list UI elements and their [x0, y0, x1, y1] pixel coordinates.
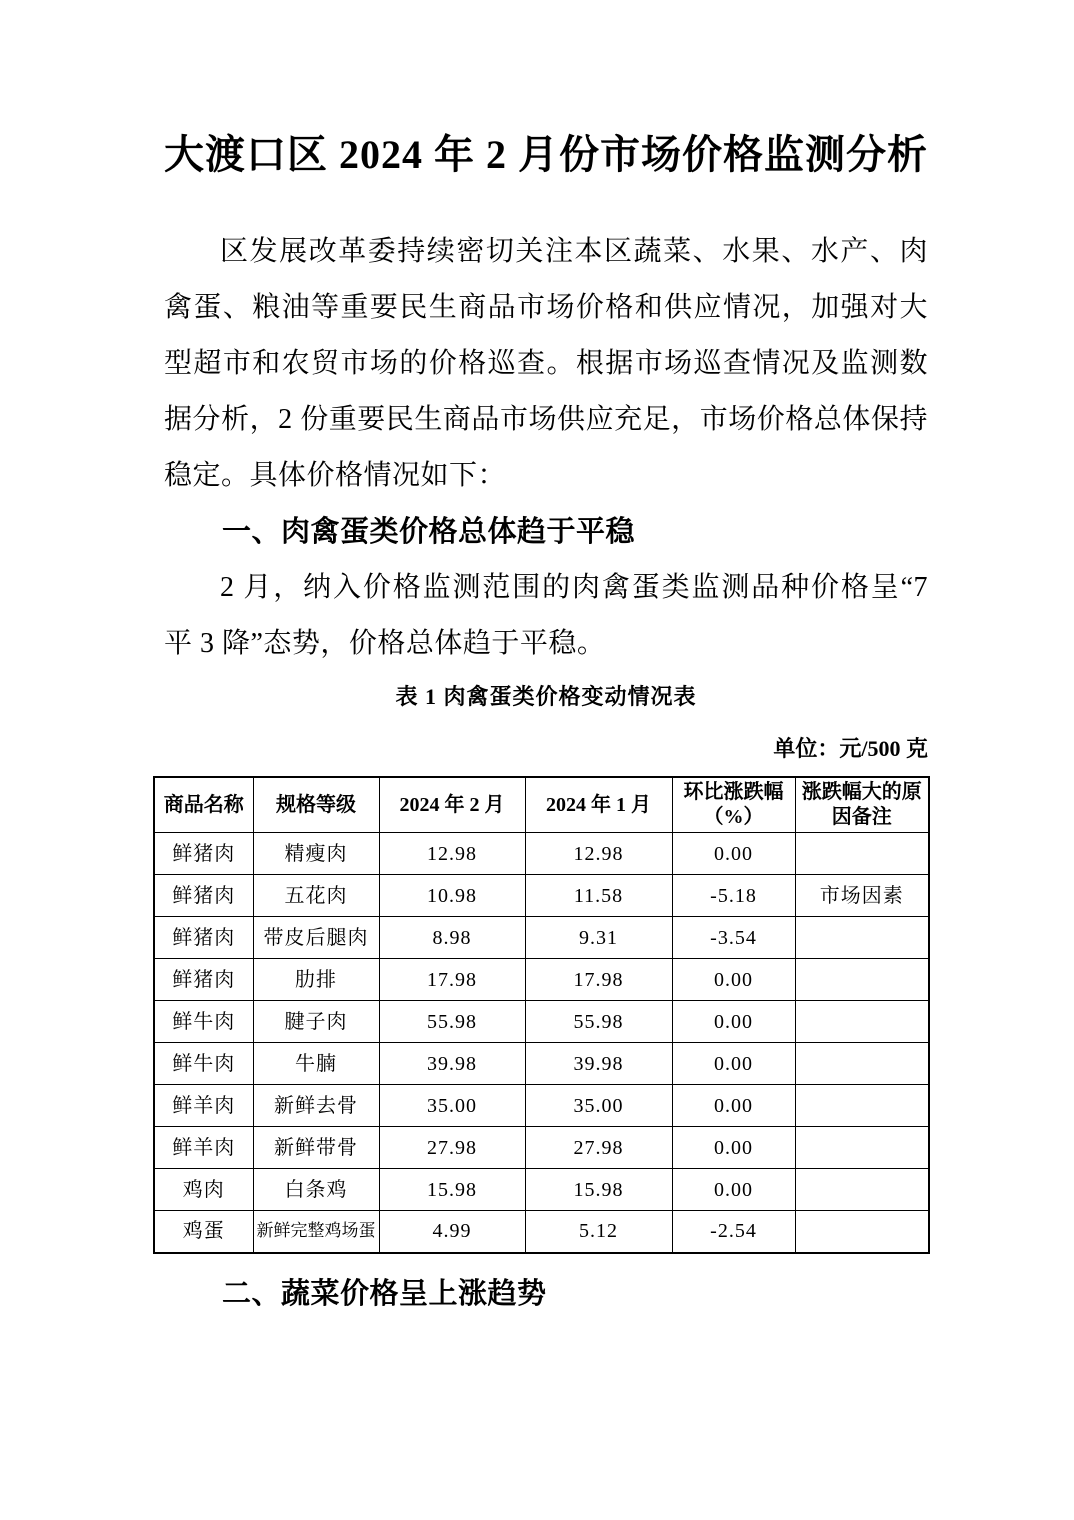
cell-spec: 肋排: [253, 959, 379, 1001]
cell-commodity: 鸡肉: [154, 1169, 253, 1211]
cell-price-jan: 12.98: [525, 833, 672, 875]
cell-price-jan: 35.00: [525, 1085, 672, 1127]
cell-spec: 五花肉: [253, 875, 379, 917]
cell-commodity: 鲜牛肉: [154, 1001, 253, 1043]
document-title: 大渡口区 2024 年 2 月份市场价格监测分析: [164, 132, 928, 177]
cell-spec: 腱子肉: [253, 1001, 379, 1043]
col-header-jan-2024: 2024 年 1 月: [525, 777, 672, 833]
cell-commodity: 鲜羊肉: [154, 1085, 253, 1127]
cell-price-jan: 15.98: [525, 1169, 672, 1211]
section1-paragraph: 2 月，纳入价格监测范围的肉禽蛋类监测品种价格呈“7 平 3 降”态势，价格总体趋于平稳。: [164, 572, 928, 659]
cell-remark: [795, 1043, 929, 1085]
cell-change: -2.54: [672, 1211, 795, 1253]
table-row: [154, 959, 929, 1001]
col-header-feb-2024: 2024 年 2 月: [379, 777, 525, 833]
cell-change: 0.00: [672, 1085, 795, 1127]
cell-remark: [795, 959, 929, 1001]
col-header-mom-change: 环比涨跌幅（%）: [672, 777, 795, 833]
cell-price-feb: 10.98: [379, 875, 525, 917]
section1-heading: 一、肉禽蛋类价格总体趋于平稳: [222, 516, 636, 548]
cell-remark: [795, 1211, 929, 1253]
cell-spec: 牛腩: [253, 1043, 379, 1085]
cell-remark: [795, 1001, 929, 1043]
col-header-commodity: 商品名称: [154, 777, 253, 833]
cell-remark: [795, 1169, 929, 1211]
table1-caption: 表 1 肉禽蛋类价格变动情况表: [395, 684, 697, 709]
table-row: [154, 875, 929, 917]
cell-price-jan: 17.98: [525, 959, 672, 1001]
cell-spec: 新鲜去骨: [253, 1085, 379, 1127]
cell-price-feb: 27.98: [379, 1127, 525, 1169]
table-row: [154, 1043, 929, 1085]
cell-remark: [795, 1085, 929, 1127]
document-content: [0, 130, 1074, 1322]
cell-change: 0.00: [672, 833, 795, 875]
cell-change: 0.00: [672, 959, 795, 1001]
cell-change: 0.00: [672, 1127, 795, 1169]
table1-unit-label: 单位：元/500 克: [773, 736, 928, 761]
cell-price-jan: 11.58: [525, 875, 672, 917]
table-row: [154, 1127, 929, 1169]
cell-price-feb: 12.98: [379, 833, 525, 875]
cell-price-feb: 8.98: [379, 917, 525, 959]
cell-change: 0.00: [672, 1043, 795, 1085]
cell-commodity: 鲜猪肉: [154, 959, 253, 1001]
cell-spec: 新鲜完整鸡场蛋: [253, 1211, 379, 1253]
cell-spec: 白条鸡: [253, 1169, 379, 1211]
cell-remark: 市场因素: [795, 875, 929, 917]
cell-spec: 新鲜带骨: [253, 1127, 379, 1169]
cell-commodity: 鲜羊肉: [154, 1127, 253, 1169]
table-row: [154, 1169, 929, 1211]
cell-price-jan: 55.98: [525, 1001, 672, 1043]
cell-price-feb: 35.00: [379, 1085, 525, 1127]
price-table: [153, 776, 930, 1254]
cell-price-jan: 39.98: [525, 1043, 672, 1085]
table-row: [154, 833, 929, 875]
cell-price-feb: 4.99: [379, 1211, 525, 1253]
cell-price-feb: 55.98: [379, 1001, 525, 1043]
table-row: [154, 917, 929, 959]
table-row: [154, 1085, 929, 1127]
cell-change: 0.00: [672, 1001, 795, 1043]
cell-price-feb: 15.98: [379, 1169, 525, 1211]
cell-commodity: 鲜猪肉: [154, 917, 253, 959]
cell-remark: [795, 1127, 929, 1169]
table-row: [154, 1211, 929, 1253]
cell-commodity: 鲜猪肉: [154, 875, 253, 917]
cell-price-jan: 9.31: [525, 917, 672, 959]
section2-heading: 二、蔬菜价格呈上涨趋势: [222, 1277, 547, 1310]
cell-price-feb: 17.98: [379, 959, 525, 1001]
cell-commodity: 鸡蛋: [154, 1211, 253, 1253]
table-row: [154, 1001, 929, 1043]
cell-commodity: 鲜猪肉: [154, 833, 253, 875]
cell-price-feb: 39.98: [379, 1043, 525, 1085]
cell-price-jan: 27.98: [525, 1127, 672, 1169]
intro-paragraph: 区发展改革委持续密切关注本区蔬菜、水果、水产、肉禽蛋、粮油等重要民生商品市场价格和供应情况，加强对大型超市和农贸市场的价格巡查。根据市场巡查情况及监测数据分析，2 份重要民生商品市场供应充足，市场价格总体保持稳定。具体价格情况如下：: [164, 236, 928, 491]
col-header-spec-grade: 规格等级: [253, 777, 379, 833]
cell-change: -3.54: [672, 917, 795, 959]
cell-spec: 带皮后腿肉: [253, 917, 379, 959]
cell-commodity: 鲜牛肉: [154, 1043, 253, 1085]
cell-price-jan: 5.12: [525, 1211, 672, 1253]
col-header-remark: 涨跌幅大的原因备注: [795, 777, 929, 833]
cell-remark: [795, 833, 929, 875]
table-header-row: [154, 777, 929, 833]
cell-change: -5.18: [672, 875, 795, 917]
cell-remark: [795, 917, 929, 959]
cell-change: 0.00: [672, 1169, 795, 1211]
cell-spec: 精瘦肉: [253, 833, 379, 875]
